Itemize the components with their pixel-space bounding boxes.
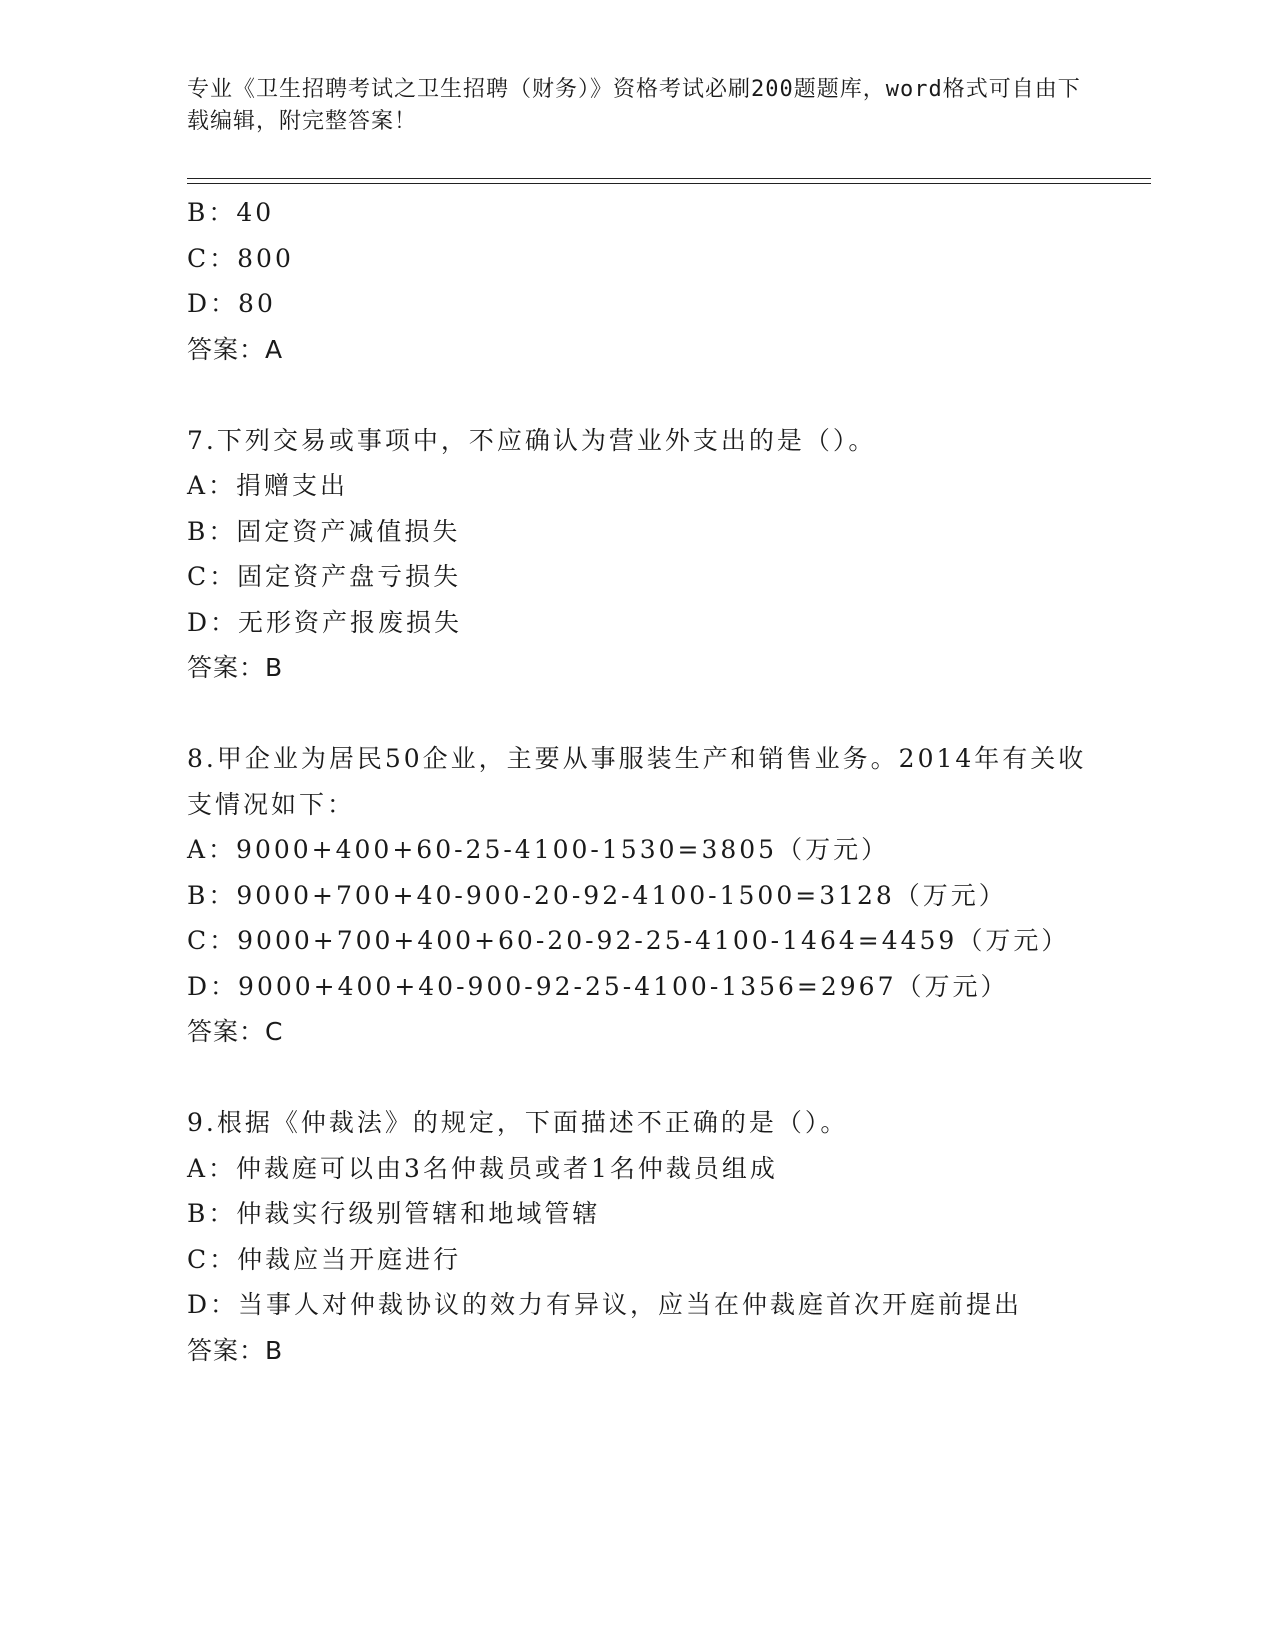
option-c: C：仲裁应当开庭进行	[187, 1244, 462, 1274]
option-a: A：捐赠支出	[187, 471, 349, 500]
option-d: D：9000+400+40-900-92-25-4100-1356=2967（万元）	[187, 971, 1009, 1001]
option-c: C：800	[187, 243, 294, 273]
question-list	[187, 190, 1151, 1373]
option-d: D：当事人对仲裁协议的效力有异议，应当在仲裁庭首次开庭前提出	[187, 1290, 1023, 1319]
option-b: B：固定资产减值损失	[187, 516, 461, 546]
question-8	[187, 736, 1151, 1055]
spacer	[187, 691, 1151, 737]
option-c: C：固定资产盘亏损失	[187, 562, 462, 591]
option-a: A：仲裁庭可以由3名仲裁员或者1名仲裁员组成	[187, 1153, 778, 1183]
option-a: A：9000+400+60-25-4100-1530=3805（万元）	[187, 835, 890, 864]
option-b: B：9000+700+40-900-20-92-4100-1500=3128（万元）	[187, 880, 1007, 910]
spacer	[187, 372, 1151, 418]
question-7	[187, 418, 1151, 691]
question-stem: 8.甲企业为居民50企业，主要从事服装生产和销售业务。2014年有关收支情况如下：	[187, 744, 1087, 819]
header-divider	[187, 178, 1151, 184]
question-stem: 9.根据《仲裁法》的规定，下面描述不正确的是（）。	[187, 1108, 849, 1137]
answer-line: 答案：C	[187, 1017, 284, 1046]
question-stem: 7.下列交易或事项中，不应确认为营业外支出的是（）。	[187, 425, 877, 455]
option-b: B：仲裁实行级别管辖和地域管辖	[187, 1199, 601, 1228]
answer-line: 答案：B	[187, 1335, 284, 1365]
page-header: 专业《卫生招聘考试之卫生招聘（财务）》资格考试必刷200题题库，word格式可自由下载编辑，附完整答案！	[187, 77, 1081, 134]
previous-question-tail	[187, 190, 1151, 372]
spacer	[187, 1055, 1151, 1101]
option-d: D：80	[187, 289, 276, 318]
answer-line: 答案：B	[187, 653, 284, 682]
option-c: C：9000+700+400+60-20-92-25-4100-1464=4459（万元）	[187, 926, 1070, 955]
question-9	[187, 1100, 1151, 1373]
option-b: B：40	[187, 198, 275, 227]
option-d: D：无形资产报废损失	[187, 607, 463, 637]
answer-line: 答案：A	[187, 334, 284, 364]
